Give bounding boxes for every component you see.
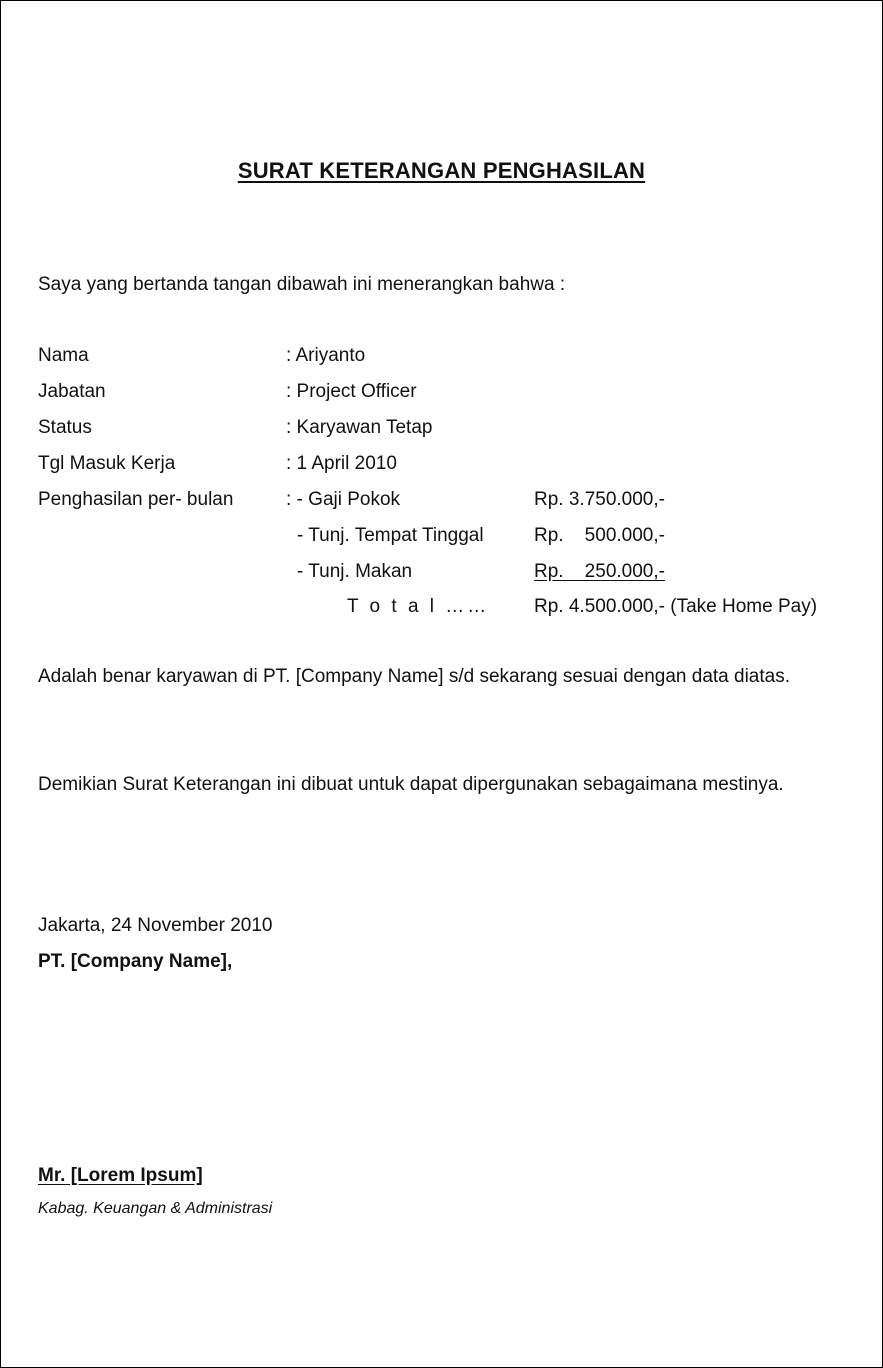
signer-name: Mr. [Lorem Ipsum]	[38, 1165, 203, 1186]
field-label-jabatan: Jabatan	[38, 381, 106, 402]
income-item-name: - Tunj. Tempat Tinggal	[297, 525, 484, 546]
income-item-amount: Rp. 250.000,-	[534, 561, 665, 582]
field-label-tgl-masuk: Tgl Masuk Kerja	[38, 453, 176, 474]
income-item-name: - Tunj. Makan	[297, 561, 413, 582]
paragraph-closing: Demikian Surat Keterangan ini dibuat untuk dapat dipergunakan sebagaimana mestinya.	[38, 774, 784, 795]
field-label-status: Status	[38, 417, 92, 438]
field-value-nama: : Ariyanto	[286, 345, 366, 366]
income-item-name: : - Gaji Pokok	[286, 489, 401, 510]
income-label: Penghasilan per- bulan	[38, 489, 234, 510]
paragraph-statement: Adalah benar karyawan di PT. [Company Name] s/d sekarang sesuai dengan data diatas.	[38, 666, 791, 687]
income-item-amount: Rp. 500.000,-	[534, 525, 665, 546]
income-total-label: T o t a l ……	[347, 596, 490, 617]
field-value-tgl-masuk: : 1 April 2010	[286, 453, 397, 474]
field-label-nama: Nama	[38, 345, 89, 366]
place-date: Jakarta, 24 November 2010	[38, 915, 273, 936]
income-total-amount: Rp. 4.500.000,- (Take Home Pay)	[534, 596, 818, 617]
field-value-jabatan: : Project Officer	[286, 381, 417, 402]
field-value-status: : Karyawan Tetap	[286, 417, 433, 438]
document-title: SURAT KETERANGAN PENGHASILAN	[237, 158, 646, 183]
income-item-amount: Rp. 3.750.000,-	[534, 489, 665, 510]
signer-position: Kabag. Keuangan & Administrasi	[38, 1200, 273, 1217]
intro-sentence: Saya yang bertanda tangan dibawah ini menerangkan bahwa :	[38, 274, 566, 295]
company-name: PT. [Company Name],	[38, 951, 233, 972]
